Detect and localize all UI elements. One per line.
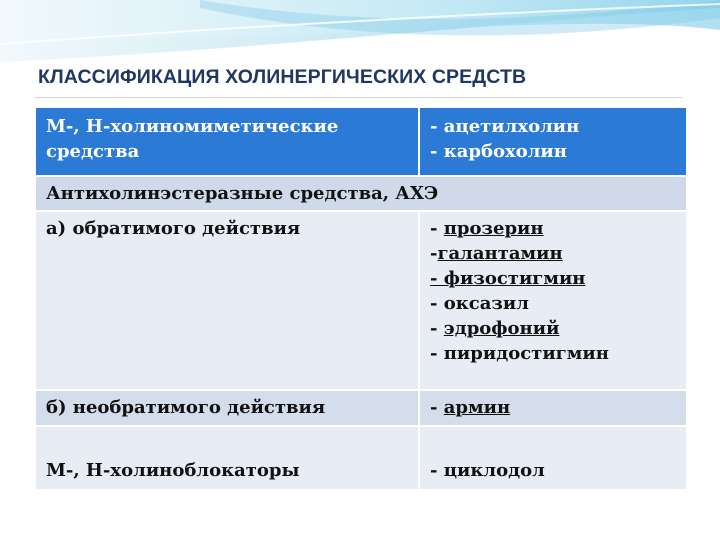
group-anticholinesterase: Антихолинэстеразные средства, АХЭ	[35, 176, 687, 211]
drug-item: - оксазил	[430, 293, 529, 314]
classification-table	[34, 106, 688, 491]
subgroup-reversible: а) обратимого действия	[35, 211, 419, 390]
drug-item: - карбохолин	[430, 141, 567, 162]
subgroup-irreversible: б) необратимого действия	[35, 390, 419, 426]
drug-item: - прозерин	[430, 218, 544, 239]
table-row	[35, 176, 687, 211]
drug-list-reversible	[419, 211, 687, 390]
drug-item: - физостигмин	[430, 268, 586, 289]
table-row	[35, 211, 687, 390]
group-cholinoblockers: М-, Н-холиноблокаторы	[35, 426, 419, 490]
drug-list-irreversible	[419, 390, 687, 426]
drug-item: - пиридостигмин	[430, 343, 609, 364]
table-row	[35, 390, 687, 426]
drug-item: -галантамин	[430, 243, 563, 264]
group-cholinomimetics: М-, Н-холиномиметические средства	[35, 107, 419, 176]
table-row	[35, 107, 687, 176]
drug-list-cholinoblockers	[419, 426, 687, 490]
drug-item: - ацетилхолин	[430, 116, 580, 137]
drug-item: - армин	[430, 397, 511, 418]
drug-list-cholinomimetics	[419, 107, 687, 176]
slide-title: КЛАССИФИКАЦИЯ ХОЛИНЕРГИЧЕСКИХ СРЕДСТВ	[38, 66, 527, 88]
title-divider	[34, 97, 682, 98]
drug-item: - циклодол	[430, 460, 545, 481]
table-row	[35, 426, 687, 490]
drug-item: - эдрофоний	[430, 318, 560, 339]
